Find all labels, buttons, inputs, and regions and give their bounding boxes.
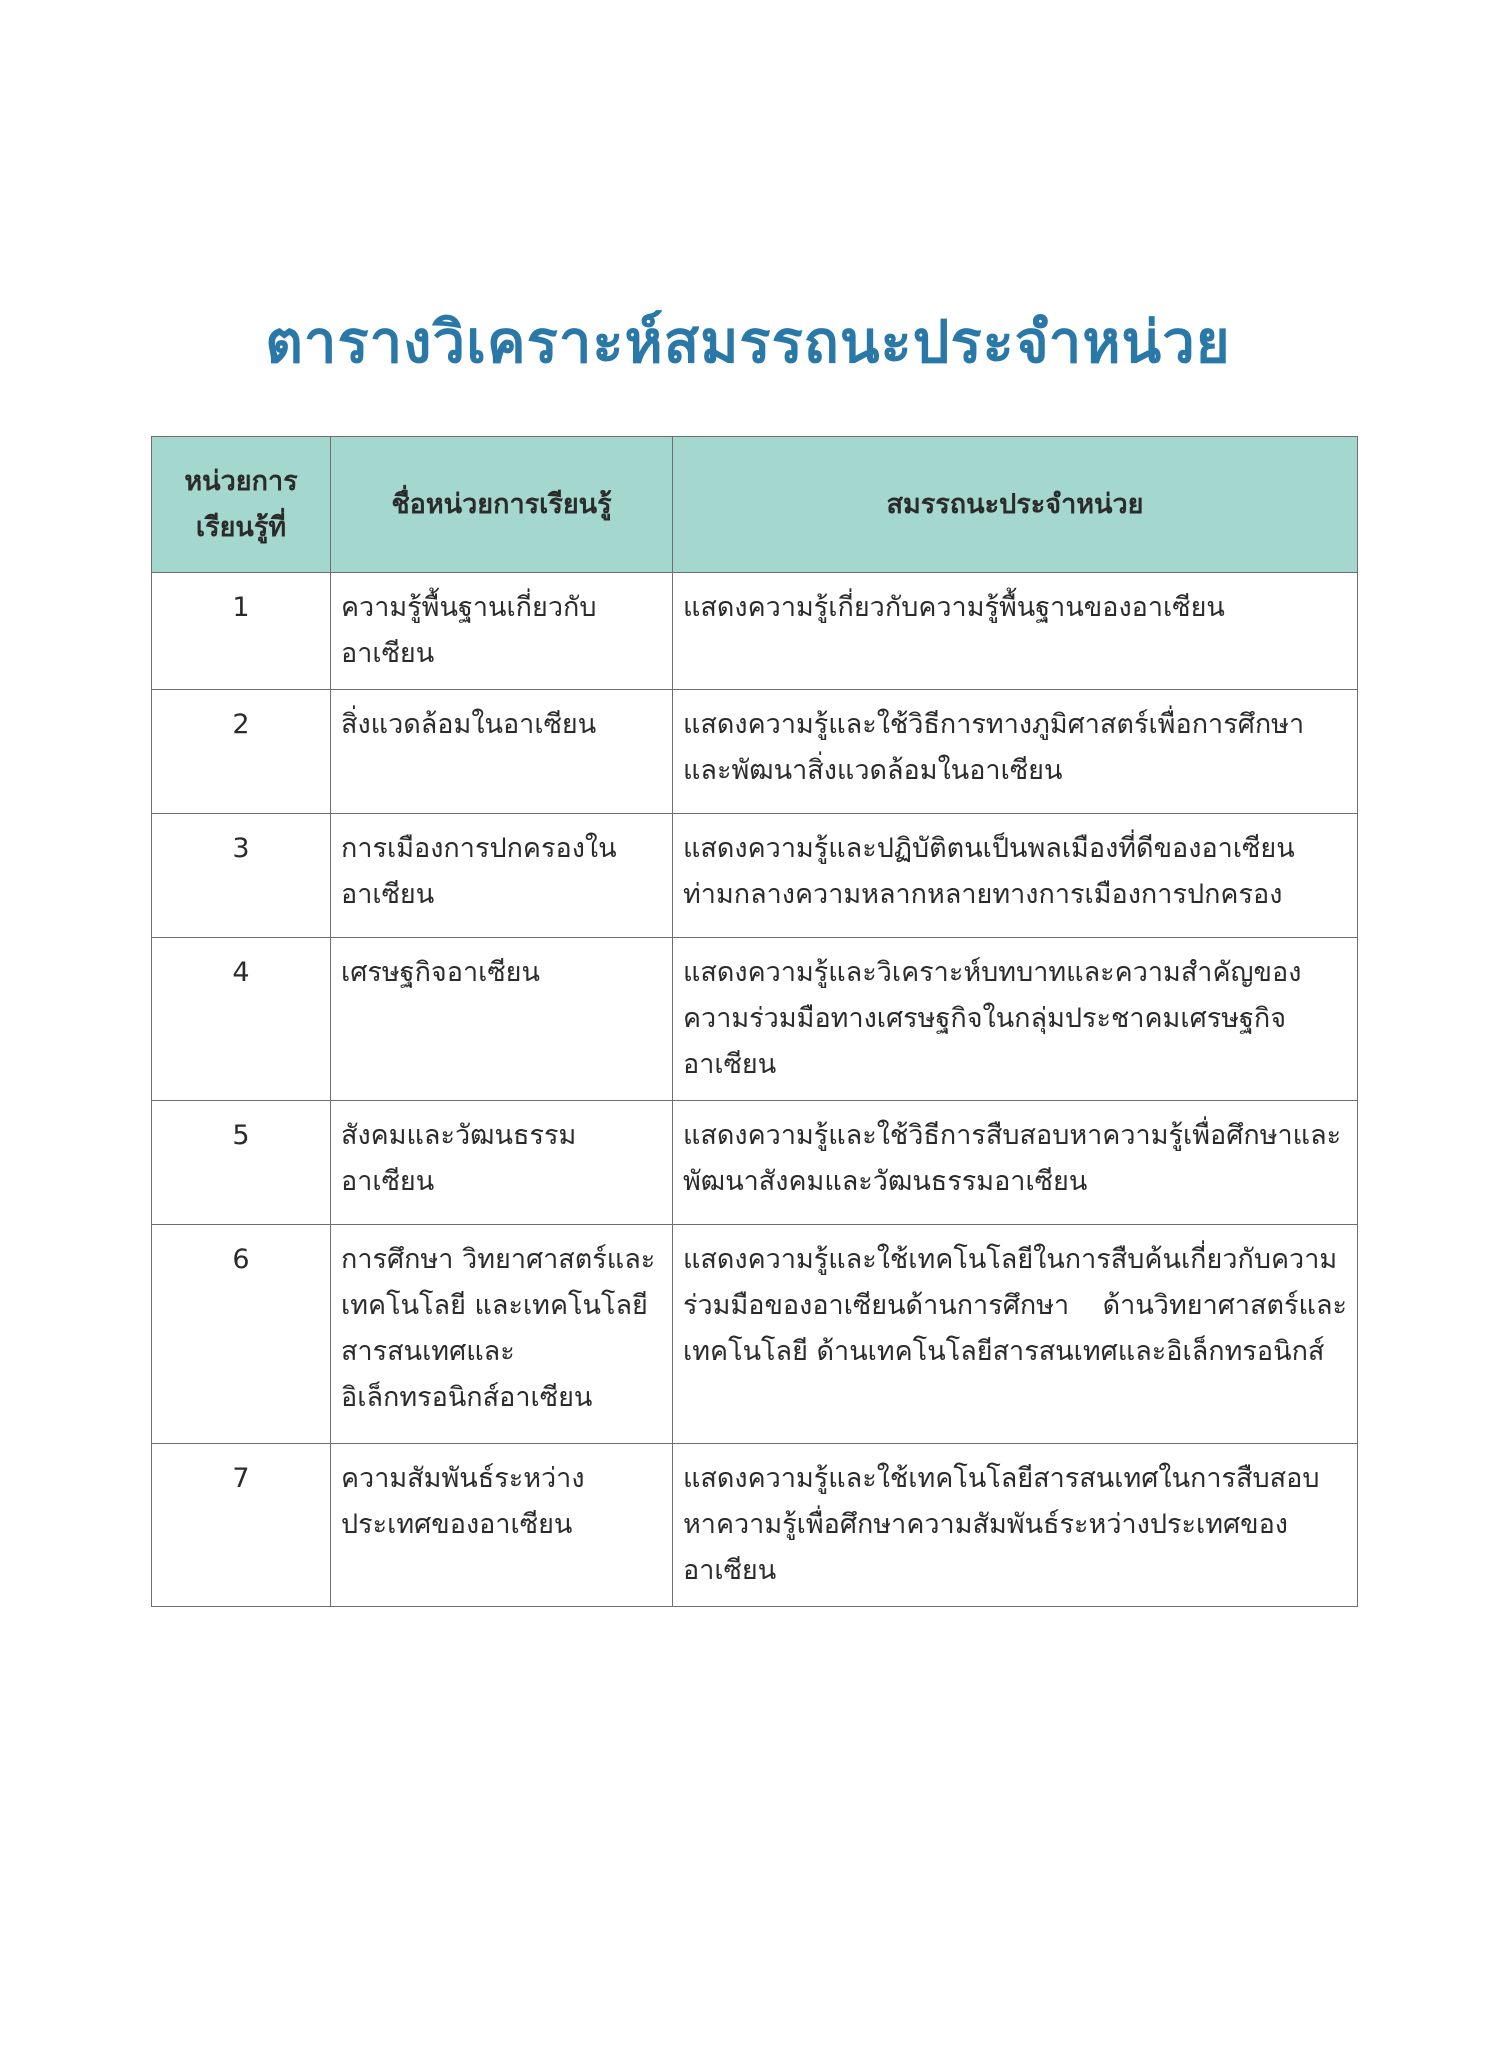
table-row	[152, 1225, 1358, 1444]
header-row	[152, 437, 1358, 573]
table-row	[152, 938, 1358, 1101]
unit-number-cell: 6	[152, 1225, 331, 1444]
table-row	[152, 814, 1358, 938]
unit-name-cell: สังคมและวัฒนธรรมอาเซียน	[331, 1101, 673, 1225]
unit-name-cell: สิ่งแวดล้อมในอาเซียน	[331, 690, 673, 814]
header-unit-number: หน่วยการเรียนรู้ที่	[152, 437, 331, 573]
unit-name-cell: เศรษฐกิจอาเซียน	[331, 938, 673, 1101]
table-body	[152, 573, 1358, 1607]
competency-analysis-table	[151, 436, 1358, 1607]
competency-cell: แสดงความรู้เกี่ยวกับความรู้พื้นฐานของอาเซียน	[673, 573, 1358, 690]
unit-number-cell: 5	[152, 1101, 331, 1225]
unit-number-cell: 3	[152, 814, 331, 938]
competency-cell: แสดงความรู้และใช้วิธีการทางภูมิศาสตร์เพื่อการศึกษาและพัฒนาสิ่งแวดล้อมในอาเซียน	[673, 690, 1358, 814]
competency-cell: แสดงความรู้และใช้เทคโนโลยีในการสืบค้นเกี่ยวกับความร่วมมือของอาเซียนด้านการศึกษา ด้านวิทยาศาสตร์และเทคโนโลยี ด้านเทคโนโลยีสารสนเทศและอิเล็กทรอนิกส์	[673, 1225, 1358, 1444]
competency-cell: แสดงความรู้และใช้วิธีการสืบสอบหาความรู้เพื่อศึกษาและพัฒนาสังคมและวัฒนธรรมอาเซียน	[673, 1101, 1358, 1225]
competency-cell: แสดงความรู้และวิเคราะห์บทบาทและความสำคัญของความร่วมมือทางเศรษฐกิจในกลุ่มประชาคมเศรษฐกิจอาเซียน	[673, 938, 1358, 1101]
table-row	[152, 573, 1358, 690]
unit-number-cell: 7	[152, 1444, 331, 1607]
page-title: ตารางวิเคราะห์สมรรถนะประจำหน่วย	[265, 307, 1231, 376]
header-unit-name: ชื่อหน่วยการเรียนรู้	[331, 437, 673, 573]
unit-number-cell: 2	[152, 690, 331, 814]
table-header	[152, 437, 1358, 573]
unit-number-cell: 4	[152, 938, 331, 1101]
table-row	[152, 1444, 1358, 1607]
table-row	[152, 1101, 1358, 1225]
table-row	[152, 690, 1358, 814]
unit-name-cell: ความสัมพันธ์ระหว่างประเทศของอาเซียน	[331, 1444, 673, 1607]
unit-name-cell: ความรู้พื้นฐานเกี่ยวกับอาเซียน	[331, 573, 673, 690]
unit-name-cell: การเมืองการปกครองในอาเซียน	[331, 814, 673, 938]
unit-number-cell: 1	[152, 573, 331, 690]
header-competency: สมรรถนะประจำหน่วย	[673, 437, 1358, 573]
competency-cell: แสดงความรู้และปฏิบัติตนเป็นพลเมืองที่ดีของอาเซียนท่ามกลางความหลากหลายทางการเมืองการปกครอง	[673, 814, 1358, 938]
competency-cell: แสดงความรู้และใช้เทคโนโลยีสารสนเทศในการสืบสอบหาความรู้เพื่อศึกษาความสัมพันธ์ระหว่างประเทศของอาเซียน	[673, 1444, 1358, 1607]
unit-name-cell: การศึกษา วิทยาศาสตร์และเทคโนโลยี และเทคโนโลยีสารสนเทศและอิเล็กทรอนิกส์อาเซียน	[331, 1225, 673, 1444]
